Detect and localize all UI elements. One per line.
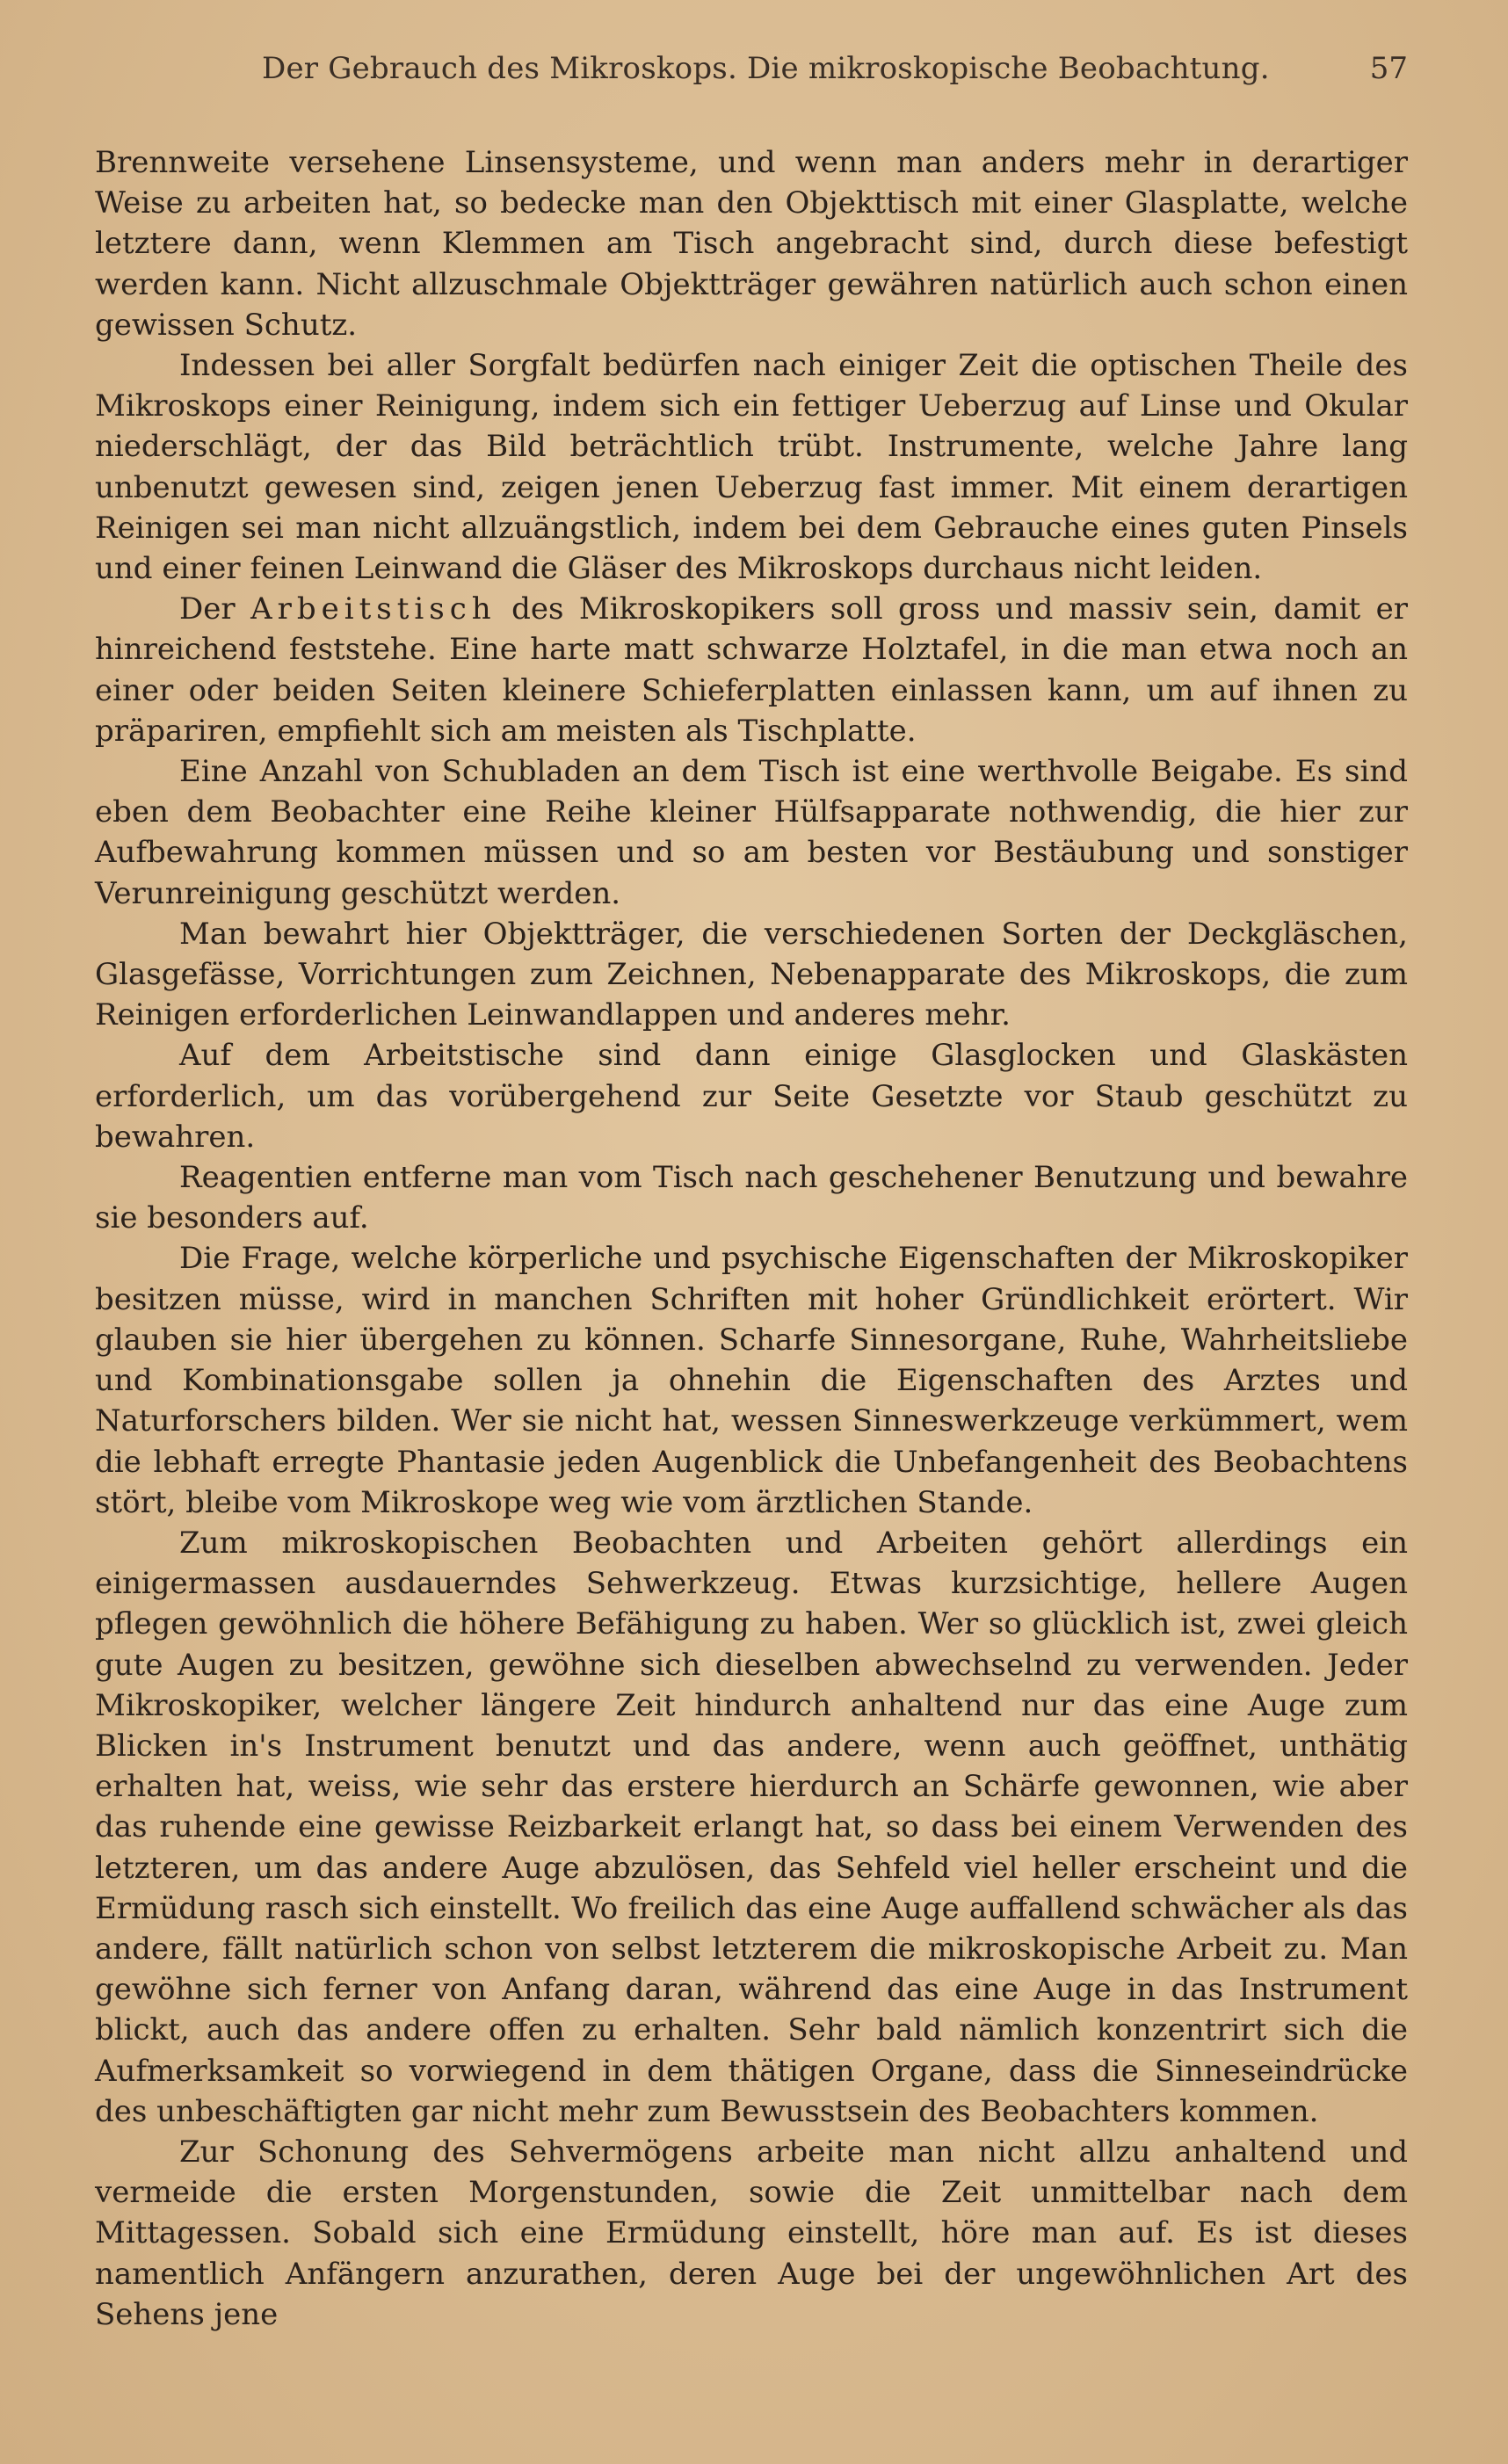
paragraph-lead: Der	[179, 591, 251, 627]
running-header	[95, 51, 1408, 100]
paragraph: Reagentien entferne man vom Tisch nach geschehener Benutzung und bewahre sie besonders auf.	[95, 1160, 1408, 1236]
paragraph: Zum mikroskopischen Beobachten und Arbeiten gehört allerdings ein einigermassen ausdauerndes Sehwerkzeug. Etwas kurzsichtige, hellere Augen pflegen gewöhnlich die höhere Befähigung zu haben. Wer so glücklich ist, zwei gleich gute Augen zu besitzen, gewöhne sich dieselben abwechselnd zu verwenden. Jeder Mikroskopiker, welcher längere Zeit hindurch anhaltend nur das eine Auge zum Blicken in's Instrument benutzt und das andere, wenn auch geöffnet, unthätig erhalten hat, weiss, wie sehr das erstere hierdurch an Schärfe gewonnen, wie aber das ruhende eine gewisse Reizbarkeit erlangt hat, so dass bei einem Verwenden des letzteren, um das andere Auge abzulösen, das Sehfeld viel heller erscheint und die Ermüdung rasch sich einstellt. Wo freilich das eine Auge auffallend schwächer als das andere, fällt natürlich schon von selbst letzterem die mikroskopische Arbeit zu. Man gewöhne sich ferner von Anfang daran, während das eine Auge in das Instrument blickt, auch das andere offen zu erhalten. Sehr bald nämlich konzentrirt sich die Aufmerksamkeit so vorwiegend in dem thätigen Organe, dass die Sinneseindrücke des unbeschäftigten gar nicht mehr zum Bewusstsein des Beobachters kommen.	[95, 1525, 1408, 2129]
paragraph: Auf dem Arbeitstische sind dann einige Glasglocken und Glaskästen erforderlich, um das vorübergehend zur Seite Gesetzte vor Staub geschützt zu bewahren.	[95, 1038, 1408, 1155]
page-number: 57	[1369, 51, 1408, 86]
paragraph	[95, 589, 1408, 751]
paragraph: Zur Schonung des Sehvermögens arbeite man nicht allzu anhaltend und vermeide die ersten Morgenstunden, sowie die Zeit unmittelbar nach dem Mittagessen. Sobald sich eine Ermüdung einstellt, höre man auf. Es ist dieses namentlich Anfängern anzurathen, deren Auge bei der ungewöhnlichen Art des Sehens jene	[95, 2134, 1408, 2332]
paragraph: Eine Anzahl von Schubladen an dem Tisch ist eine werthvolle Beigabe. Es sind eben dem Beobachter eine Reihe kleiner Hülfsapparate nothwendig, die hier zur Aufbewahrung kommen müssen und so am besten vor Bestäubung und sonstiger Verunreinigung geschützt werden.	[95, 754, 1408, 911]
body-text	[95, 142, 1408, 2335]
paragraph: Indessen bei aller Sorgfalt bedürfen nach einiger Zeit die optischen Theile des Mikroskops einer Reinigung, indem sich ein fettiger Ueberzug auf Linse und Okular niederschlägt, der das Bild beträchtlich trübt. Instrumente, welche Jahre lang unbenutzt gewesen sind, zeigen jenen Ueberzug fast immer. Mit einem derartigen Reinigen sei man nicht allzuängstlich, indem bei dem Gebrauche eines guten Pinsels und einer feinen Leinwand die Gläser des Mikroskops durchaus nicht leiden.	[95, 348, 1408, 587]
emphasized-term: Arbeitstisch	[250, 591, 497, 627]
paragraph: Man bewahrt hier Objektträger, die verschiedenen Sorten der Deckgläschen, Glasgefässe, Vorrichtungen zum Zeichnen, Nebenapparate des Mikroskops, die zum Reinigen erforderlichen Leinwandlappen und anderes mehr.	[95, 916, 1408, 1033]
paragraph: Brennweite versehene Linsensysteme, und wenn man anders mehr in derartiger Weise zu arbeiten hat, so bedecke man den Objekttisch mit einer Glasplatte, welche letztere dann, wenn Klemmen am Tisch angebracht sind, durch diese befestigt werden kann. Nicht allzuschmale Objektträger gewähren natürlich auch schon einen gewissen Schutz.	[95, 145, 1408, 343]
running-title: Der Gebrauch des Mikroskops. Die mikroskopische Beobachtung.	[262, 51, 1270, 86]
book-page	[95, 51, 1408, 2335]
paragraph: Die Frage, welche körperliche und psychische Eigenschaften der Mikroskopiker besitzen müsse, wird in manchen Schriften mit hoher Gründlichkeit erörtert. Wir glauben sie hier übergehen zu können. Scharfe Sinnesorgane, Ruhe, Wahrheitsliebe und Kombinationsgabe sollen ja ohnehin die Eigenschaften des Arztes und Naturforschers bilden. Wer sie nicht hat, wessen Sinneswerkzeuge verkümmert, wem die lebhaft erregte Phantasie jeden Augenblick die Unbefangenheit des Beobachtens stört, bleibe vom Mikroskope weg wie vom ärztlichen Stande.	[95, 1241, 1408, 1520]
paragraph-rest: des Mikroskopikers soll gross und massiv sein, damit er hinreichend feststehe. Eine harte matt schwarze Holztafel, in die man etwa noch an einer oder beiden Seiten kleinere Schieferplatten einlassen kann, um auf ihnen zu präpariren, empfiehlt sich am meisten als Tischplatte.	[95, 591, 1408, 749]
